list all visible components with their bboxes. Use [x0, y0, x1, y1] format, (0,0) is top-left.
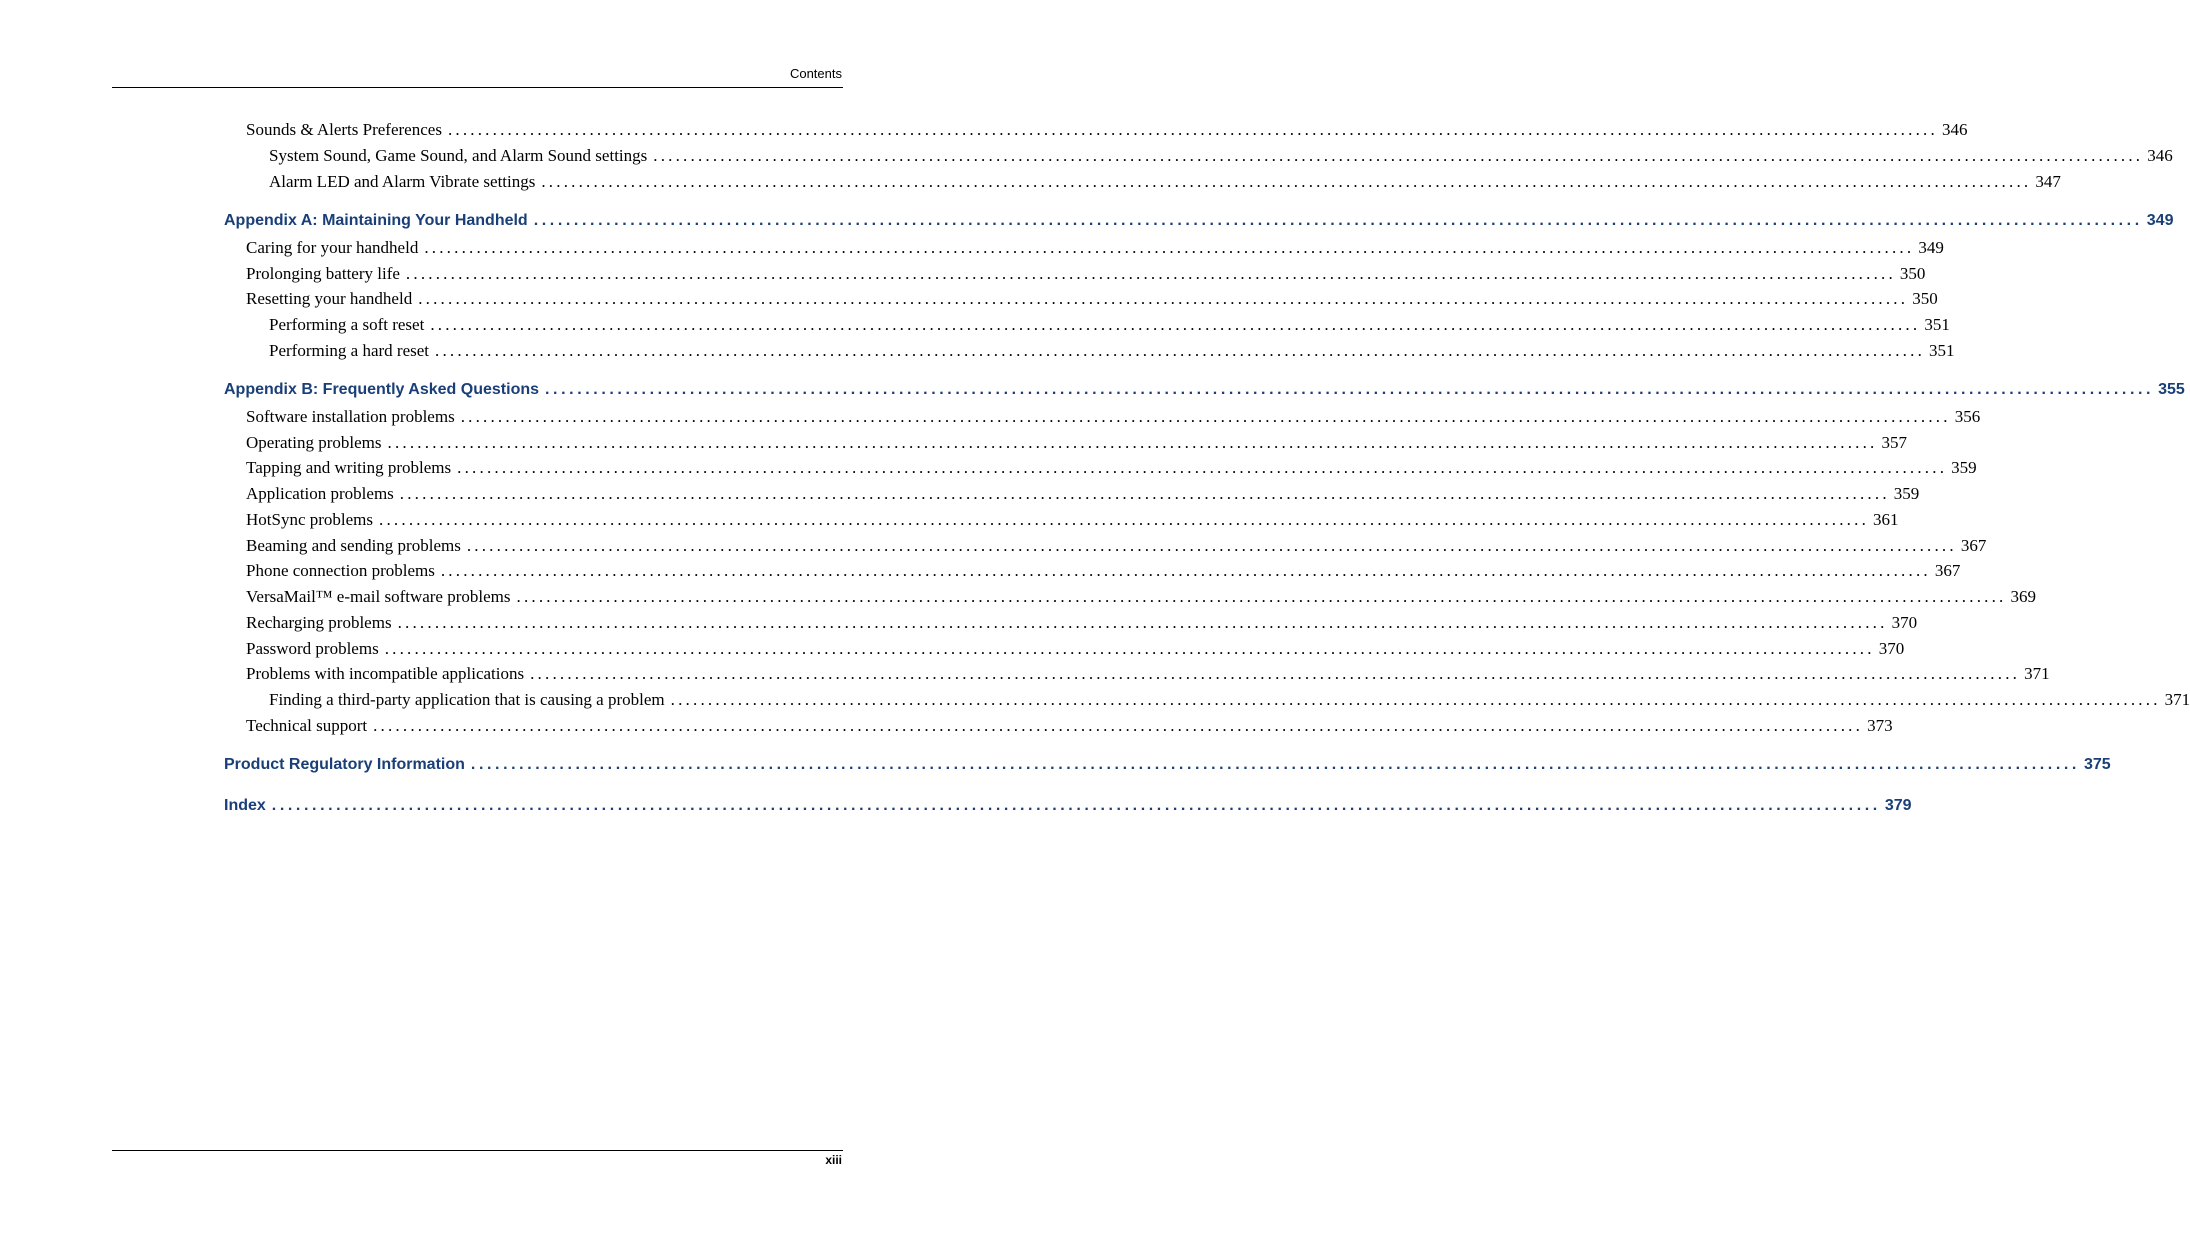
- dot-leader: ........................................................................................................................................................................................................: [405, 264, 1896, 283]
- toc-chapter-entry[interactable]: [224, 212, 2174, 234]
- toc-entry-title: Technical support: [246, 716, 368, 735]
- toc-entry-title: Tapping and writing problems: [246, 458, 452, 477]
- dot-leader: ........................................................................................................................................................................................................: [530, 664, 2021, 683]
- toc-entry-title: Sounds & Alerts Preferences: [246, 120, 442, 139]
- dot-leader: ........................................................................................................................................................................................................: [424, 238, 1915, 257]
- dot-leader: ........................................................................................................................................................................................................: [457, 458, 1948, 477]
- toc-entry[interactable]: [246, 536, 1987, 558]
- dot-leader: ........................................................................................................................................................................................................: [440, 561, 1931, 580]
- toc-entry-page: 371: [2164, 690, 2190, 709]
- toc-entry-title: Recharging problems: [246, 613, 392, 632]
- toc-entry-title: VersaMail™ e-mail software problems: [246, 587, 511, 606]
- toc-entry-page: 359: [1893, 484, 1920, 503]
- dot-leader: ........................................................................................................................................................................................................: [653, 146, 2144, 165]
- toc-entry[interactable]: [246, 613, 1918, 635]
- toc-entry-page: 369: [2010, 587, 2036, 606]
- dot-leader: ........................................................................................................................................................................................................: [271, 797, 1881, 814]
- toc-entry[interactable]: [246, 561, 1961, 583]
- toc-entry-title: Software installation problems: [246, 407, 455, 426]
- toc-entry-title: Application problems: [246, 484, 394, 503]
- toc-entry-title: Appendix B: Frequently Asked Questions: [224, 381, 540, 398]
- dot-leader: ........................................................................................................................................................................................................: [435, 341, 1926, 360]
- dot-leader: ........................................................................................................................................................................................................: [384, 639, 1875, 658]
- toc-entry[interactable]: [269, 690, 2190, 712]
- toc-entry[interactable]: [246, 407, 1981, 429]
- toc-entry-page: 349: [1918, 238, 1944, 257]
- dot-leader: ........................................................................................................................................................................................................: [397, 613, 1888, 632]
- dot-leader: ........................................................................................................................................................................................................: [541, 172, 2032, 191]
- dot-leader: ........................................................................................................................................................................................................: [373, 716, 1864, 735]
- running-header: Contents: [789, 66, 842, 81]
- toc-entry-title: System Sound, Game Sound, and Alarm Sound settings: [269, 146, 648, 165]
- toc-chapter-entry[interactable]: [224, 381, 2185, 403]
- toc-entry-page: 371: [2024, 664, 2050, 683]
- toc-entry-page: 350: [1899, 264, 1926, 283]
- dot-leader: ........................................................................................................................................................................................................: [379, 510, 1870, 529]
- toc-entry[interactable]: [246, 587, 2036, 609]
- toc-entry[interactable]: [246, 510, 1899, 532]
- toc-entry-title: Product Regulatory Information: [224, 756, 465, 773]
- toc-entry-title: Finding a third-party application that is causing a problem: [269, 690, 665, 709]
- toc-entry-title: Operating problems: [246, 433, 382, 452]
- toc-entry[interactable]: [269, 172, 2061, 194]
- footer-rule: [112, 1150, 843, 1151]
- header-rule: [112, 87, 843, 88]
- toc-entry[interactable]: [246, 120, 1968, 142]
- toc-entry[interactable]: [246, 716, 1893, 738]
- toc-chapter-entry[interactable]: [224, 756, 2111, 778]
- toc-entry[interactable]: [246, 433, 1907, 455]
- toc-entry[interactable]: [269, 146, 2173, 168]
- toc-entry-title: Prolonging battery life: [246, 264, 400, 283]
- toc-entry-title: Performing a hard reset: [269, 341, 430, 360]
- dot-leader: ........................................................................................................................................................................................................: [447, 120, 1938, 139]
- toc-entry-page: 357: [1881, 433, 1907, 452]
- toc-entry[interactable]: [246, 639, 1905, 661]
- toc-entry-title: Resetting your handheld: [246, 289, 413, 308]
- toc-entry[interactable]: [246, 264, 1926, 286]
- toc-entry-page: 367: [1960, 536, 1987, 555]
- toc-entry-page: 379: [1884, 797, 1912, 814]
- dot-leader: ........................................................................................................................................................................................................: [533, 212, 2143, 229]
- toc-entry[interactable]: [246, 238, 1944, 260]
- toc-entry-page: 373: [1867, 716, 1893, 735]
- toc-chapter-entry[interactable]: [224, 797, 1912, 819]
- toc-entry-page: 349: [2146, 212, 2174, 229]
- toc-entry-page: 351: [1924, 315, 1950, 334]
- toc-entry-page: 346: [1941, 120, 1968, 139]
- dot-leader: ........................................................................................................................................................................................................: [387, 433, 1878, 452]
- toc-entry[interactable]: [246, 484, 1920, 506]
- toc-entry-title: Password problems: [246, 639, 379, 658]
- toc-entry-page: 355: [2158, 381, 2185, 398]
- dot-leader: ........................................................................................................................................................................................................: [399, 484, 1890, 503]
- dot-leader: ........................................................................................................................................................................................................: [418, 289, 1909, 308]
- toc-entry-title: Alarm LED and Alarm Vibrate settings: [269, 172, 536, 191]
- toc-entry[interactable]: [246, 289, 1938, 311]
- toc-entry-page: 370: [1878, 639, 1905, 658]
- page-number: xiii: [825, 1153, 842, 1167]
- toc-entry[interactable]: [246, 664, 2050, 686]
- toc-entry-page: 347: [2035, 172, 2061, 191]
- toc-entry-page: 346: [2147, 146, 2173, 165]
- dot-leader: ........................................................................................................................................................................................................: [430, 315, 1921, 334]
- dot-leader: ........................................................................................................................................................................................................: [545, 381, 2155, 398]
- toc-entry-page: 361: [1873, 510, 1899, 529]
- toc-entry-title: Index: [224, 797, 266, 814]
- toc-entry[interactable]: [269, 315, 1950, 337]
- toc-entry-page: 375: [2083, 756, 2111, 773]
- toc-entry-title: HotSync problems: [246, 510, 374, 529]
- dot-leader: ........................................................................................................................................................................................................: [466, 536, 1957, 555]
- toc-entry-page: 356: [1954, 407, 1981, 426]
- toc-entry[interactable]: [246, 458, 1977, 480]
- dot-leader: ........................................................................................................................................................................................................: [670, 690, 2161, 709]
- toc-entry-title: Appendix A: Maintaining Your Handheld: [224, 212, 528, 229]
- toc-entry-title: Caring for your handheld: [246, 238, 419, 257]
- dot-leader: ........................................................................................................................................................................................................: [516, 587, 2007, 606]
- toc-entry-title: Problems with incompatible applications: [246, 664, 525, 683]
- dot-leader: ........................................................................................................................................................................................................: [470, 756, 2080, 773]
- toc-entry-title: Beaming and sending problems: [246, 536, 461, 555]
- toc-entry-page: 350: [1912, 289, 1938, 308]
- dot-leader: ........................................................................................................................................................................................................: [460, 407, 1951, 426]
- toc-entry-page: 370: [1891, 613, 1918, 632]
- toc-entry-page: 351: [1929, 341, 1955, 360]
- toc-entry-title: Phone connection problems: [246, 561, 435, 580]
- toc-entry-page: 367: [1934, 561, 1961, 580]
- toc-entry-page: 359: [1951, 458, 1977, 477]
- toc-entry[interactable]: [269, 341, 1955, 363]
- toc-entry-title: Performing a soft reset: [269, 315, 425, 334]
